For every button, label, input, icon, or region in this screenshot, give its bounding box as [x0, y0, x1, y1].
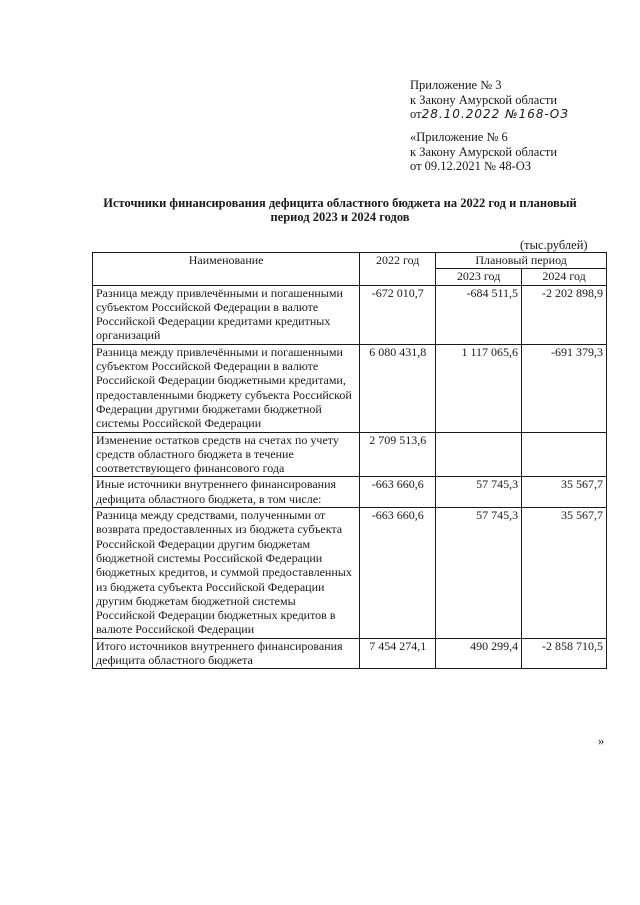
header-2024: 2024 год: [522, 269, 607, 285]
appendix-current-line3: [410, 107, 569, 122]
header-planned-period: Плановый период: [436, 253, 607, 269]
appendix-current-line2: к Закону Амурской области: [410, 92, 558, 107]
row-value-2024: -691 379,3: [522, 344, 607, 432]
row-value-2022: 7 454 274,1: [360, 638, 436, 669]
row-value-2024: -2 858 710,5: [522, 638, 607, 669]
document-title: Источники финансирования дефицита областного бюджета на 2022 год и плановый период 2023 и 2024 годов: [103, 196, 577, 224]
closing-quote-mark: »: [598, 734, 605, 748]
unit-label: (тыс.рублей): [520, 238, 588, 252]
table-row: [93, 285, 607, 344]
row-name: Изменение остатков средств на счетах по учету средств областного бюджета в течение соответствующего финансового года: [93, 432, 360, 477]
header-name: Наименование: [93, 253, 360, 286]
row-value-2023: 490 299,4: [436, 638, 522, 669]
row-value-2024: 35 567,7: [522, 477, 607, 508]
row-value-2023: [436, 432, 522, 477]
row-value-2023: -684 511,5: [436, 285, 522, 344]
row-name: Иные источники внутреннего финансирования дефицита областного бюджета, в том числе:: [93, 477, 360, 508]
table-row: [93, 432, 607, 477]
appendix-prev-line2: к Закону Амурской области: [410, 144, 558, 159]
financing-sources-table: [92, 252, 607, 669]
row-value-2023: 57 745,3: [436, 508, 522, 639]
appendix-current-date-prefix: от: [410, 107, 422, 121]
row-name: Разница между привлечёнными и погашенными субъектом Российской Федерации в валюте Российской Федерации кредитами кредитных организаций: [93, 285, 360, 344]
row-value-2022: -663 660,6: [360, 477, 436, 508]
table-header-row: [93, 253, 607, 269]
row-value-2022: -663 660,6: [360, 508, 436, 639]
table-row: [93, 477, 607, 508]
appendix-prev-line1: «Приложение № 6: [410, 130, 508, 144]
row-value-2024: [522, 432, 607, 477]
appendix-previous-header: [410, 130, 557, 174]
table-row: [93, 508, 607, 639]
row-value-2022: 6 080 431,8: [360, 344, 436, 432]
table-row: [93, 344, 607, 432]
handwritten-date-number: 28.10.2022 №168-ОЗ: [421, 107, 569, 121]
row-name: Итого источников внутреннего финансирования дефицита областного бюджета: [93, 638, 360, 669]
row-value-2022: -672 010,7: [360, 285, 436, 344]
row-value-2023: 57 745,3: [436, 477, 522, 508]
appendix-current-header: [410, 78, 569, 122]
table-row: [93, 638, 607, 669]
row-value-2022: 2 709 513,6: [360, 432, 436, 477]
appendix-prev-line3: от 09.12.2021 № 48-ОЗ: [410, 159, 532, 173]
header-2023: 2023 год: [436, 269, 522, 285]
row-value-2024: 35 567,7: [522, 508, 607, 639]
row-name: Разница между привлечёнными и погашенными субъектом Российской Федерации в валюте Российской Федерации бюджетными кредитами, предоставленными бюджету субъекта Российской Федерации другими бюджетами бюджетной системы Российской Федерации: [93, 344, 360, 432]
row-value-2024: -2 202 898,9: [522, 285, 607, 344]
row-value-2023: 1 117 065,6: [436, 344, 522, 432]
header-2022: 2022 год: [360, 253, 436, 286]
appendix-current-line1: Приложение № 3: [410, 78, 502, 92]
row-name: Разница между средствами, полученными от возврата предоставленных из бюджета субъекта Российской Федерации другим бюджетам бюджетной системы Российской Федерации бюджетных кредитов, и суммой предоставленных из бюджета субъекта Российской Федерации другим бюджетам бюджетной системы Российской Федерации бюджетных кредитов в валюте Российской Федерации: [93, 508, 360, 639]
